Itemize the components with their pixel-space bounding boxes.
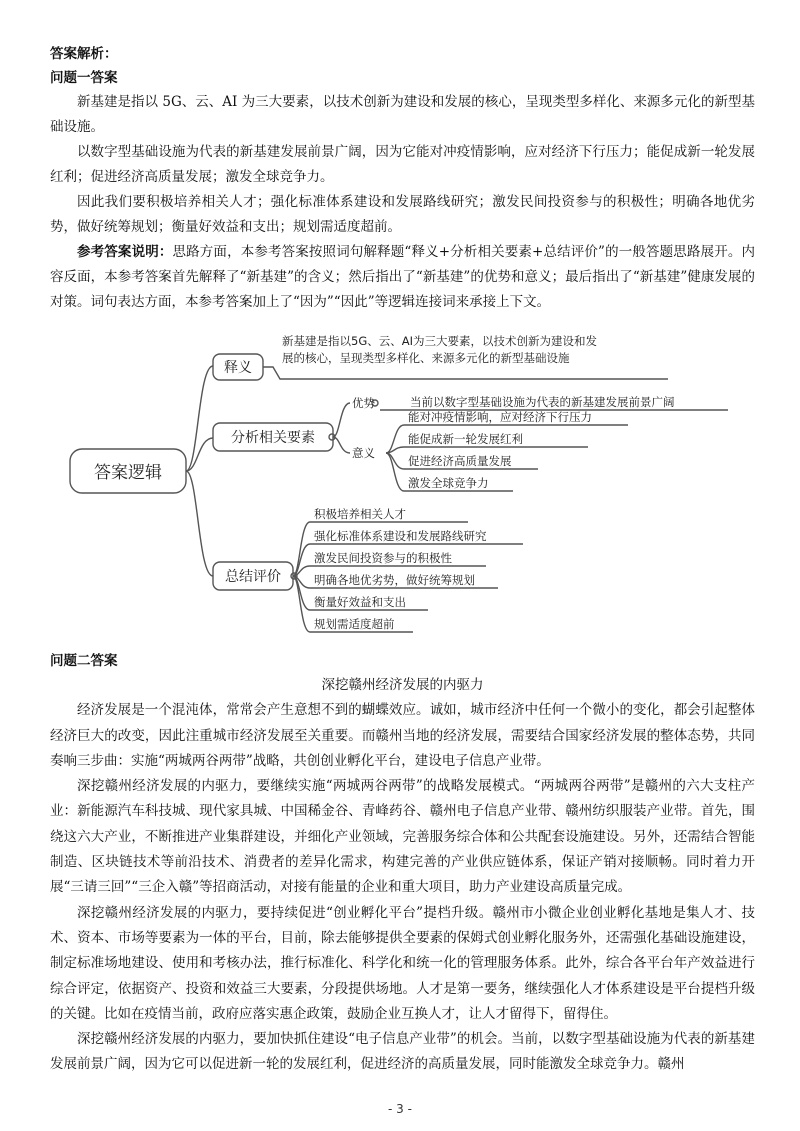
q1-paragraph: 以数字型基础设施为代表的新基建发展前景广阔，因为它能对冲疫情影响，应对经济下行压力；能促成新一轮发展红利；促进经济高质量发展；激发全球竞争力。	[50, 144, 755, 185]
q2-section	[50, 649, 755, 1078]
section-title: 答案解析：	[50, 46, 118, 62]
mindmap-root-label: 答案逻辑	[94, 463, 162, 483]
note-text: 思路方面，本参考答案按照词句解释题“释义+分析相关要素+总结评价”的一般答题思路展开。内容反面，本参考答案首先解释了“新基建”的含义；然后指出了“新基建”的优势和意义；最后指出了“新基建”健康发展的对策。词句表达方面，本参考答案加上了“因为”“因此”等逻辑连接词来承接上下文。	[50, 244, 755, 310]
note-label: 参考答案说明：	[77, 244, 173, 260]
answer-logic-mindmap	[68, 326, 748, 636]
definition-text-line1: 新基建是指以5G、云、AI为三大要素，以技术创新为建设和发	[282, 334, 597, 348]
summary-item: 积极培养相关人才	[314, 507, 406, 521]
meaning-item: 激发全球竞争力	[408, 476, 489, 490]
branch-label-definition: 释义	[224, 360, 252, 376]
connector	[186, 471, 213, 576]
summary-item: 衡量好效益和支出	[314, 595, 406, 609]
meaning-item: 能促成新一轮发展红利	[408, 432, 523, 446]
meaning-item: 能对冲疫情影响，应对经济下行压力	[408, 410, 592, 424]
q2-paragraph: 深挖赣州经济发展的内驱力，要持续促进“创业孵化平台”提档升级。赣州市小微企业创业孵化基地是集人才、技术、资本、市场等要素为一体的平台，目前，除去能够提供全要素的保姆式创业孵化服务外，还需强化基础设施建设，制定标准场地建设、使用和考核办法，推行标准化、科学化和统一化的管理服务体系。此外，综合各平台年产效益进行综合评定，依据资产、投资和效益三大要素，分段提供场地。人才是第一要务，继续强化人才体系建设是平台提档升级的关键。比如在疫情当前，政府应落实惠企政策，鼓励企业互换人才，让人才留得下，留得住。	[50, 904, 755, 1022]
q2-paragraph: 深挖赣州经济发展的内驱力，要继续实施“两城两谷两带”的战略发展模式。“两城两谷两带”是赣州的六大支柱产业：新能源汽车科技城、现代家具城、中国稀金谷、青峰药谷、赣州电子信息产业带、赣州纺织服装产业带。首先，围绕这六大产业，不断推进产业集群建设，并细化产业领域，完善服务综合体和公共配套设施建设。另外，还需结合智能制造、区块链技术等前沿技术、消费者的差异化需求，构建完善的产业供应链体系，保证产销对接顺畅。同时着力开展“三请三回”“三企入赣”等招商活动，对接有能量的企业和重大项目，助力产业建设高质量完成。	[50, 778, 755, 896]
connector	[386, 447, 404, 453]
q1-paragraph: 新基建是指以 5G、云、AI 为三大要素，以技术创新为建设和发展的核心，呈现类型多样化、来源多元化的新型基础设施。	[50, 94, 755, 135]
connector	[333, 437, 350, 453]
q2-paragraph: 深挖赣州经济发展的内驱力，要加快抓住建设“电子信息产业带”的机会。当前，以数字型基础设施为代表的新基建发展前景广阔，因为它可以促进新一轮的发展红利，促进经济的高质量发展，同时能激发全球竞争力。赣州	[50, 1031, 755, 1073]
connector	[186, 366, 213, 471]
essay-title: 深挖赣州经济发展的内驱力	[321, 677, 484, 693]
advantage-text: 当前以数字型基础设施为代表的新基建发展前景广阔	[410, 395, 675, 409]
definition-text-line2: 展的核心，呈现类型多样化、来源多元化的新型基础设施	[282, 351, 570, 365]
underline	[263, 367, 668, 379]
summary-item: 规划需适度超前	[314, 617, 395, 631]
q1-note	[50, 240, 755, 315]
branch-label-summary: 总结评价	[225, 569, 281, 585]
meaning-item: 促进经济高质量发展	[408, 454, 512, 468]
connector	[333, 403, 350, 437]
q1-heading: 问题一答案	[50, 70, 118, 86]
branch-label-analysis: 分析相关要素	[231, 430, 315, 446]
q2-heading: 问题二答案	[50, 653, 118, 669]
summary-item: 强化标准体系建设和发展路线研究	[314, 529, 487, 543]
q2-paragraph: 经济发展是一个混沌体，常常会产生意想不到的蝴蝶效应。诚如，城市经济中任何一个微小的变化，都会引起整体经济巨大的改变，因此注重城市经济发展至关重要。而赣州当地的经济发展，需要结合国家经济发展的整体态势，共同奏响三步曲：实施“两城两谷两带”战略，共创创业孵化平台，建设电子信息产业带。	[50, 702, 755, 769]
connector	[386, 453, 404, 491]
q1-section	[50, 42, 755, 315]
q1-paragraph: 因此我们要积极培养相关人才；强化标准体系建设和发展路线研究；激发民间投资参与的积极性；明确各地优劣势，做好统筹规划；衡量好效益和支出；规划需适度超前。	[50, 194, 755, 235]
meaning-label: 意义	[352, 446, 375, 460]
page-number: - 3 -	[388, 1102, 412, 1116]
summary-item: 激发民间投资参与的积极性	[314, 551, 452, 565]
advantage-label: 优势	[352, 396, 375, 410]
connector	[293, 522, 310, 576]
summary-item: 明确各地优劣势，做好统筹规划	[314, 573, 475, 587]
